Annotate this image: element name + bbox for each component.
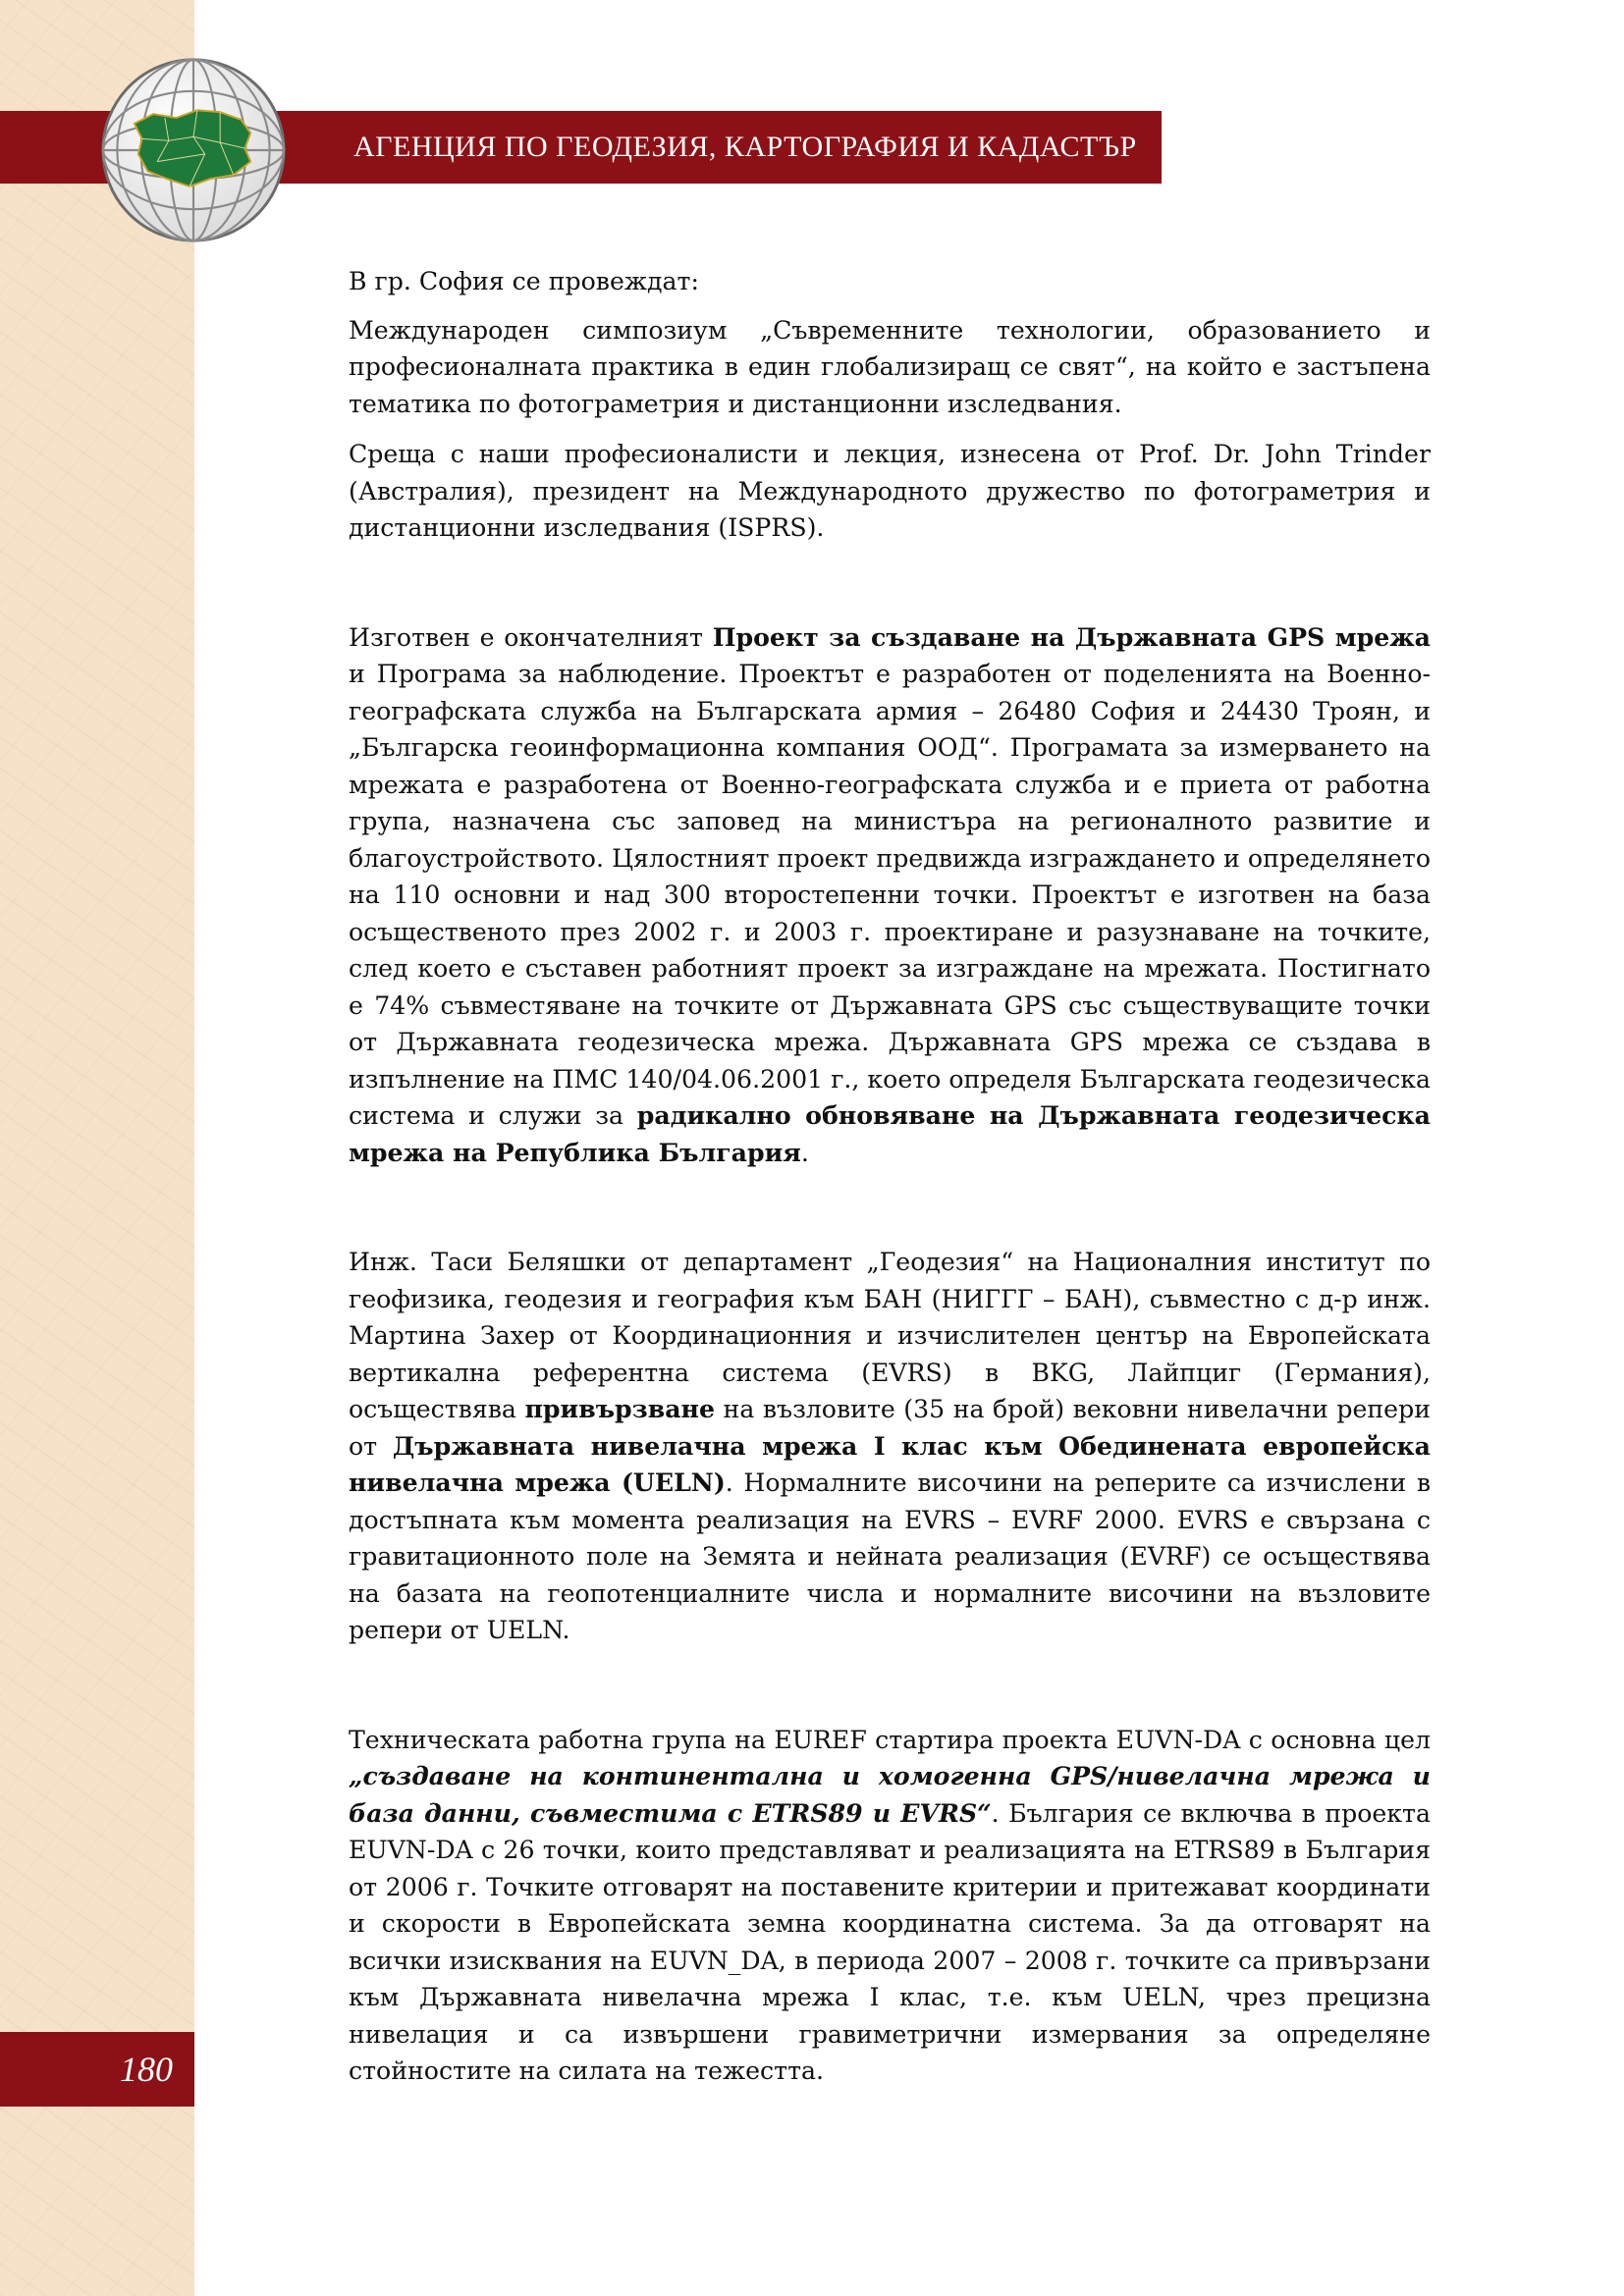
paragraph-gps-network (349, 619, 1431, 1172)
text-span: и Програма за наблюдение. Проектът е разработен от поделенията на Военно-географската служба на Българската армия – 26480 София и 24430 Троян, и „Българска геоинформационна компания ООД“. Програмата за измерването на мрежата е разработена от Военно-географската служба и е приета от работна група, назначена със заповед на министъра на регионалното развитие и благоустройството. Цялостният проект предвижда изграждането и определянето на 110 основни и над 300 второстепенни точки. Проектът е изготвен на база осъщественото през 2002 г. и 2003 г. проектиране и разузнаване на точките, след което е съставен работният проект за изграждане на мрежата. Постигнато е 74% съвместяване на точките от Държавната GPS със съществуващите точки от Държавната геодезическа мрежа. Държавната GPS мрежа се създава в изпълнение на ПМС 140/04.06.2001 г., което определя Българската геодезическа система и служи за (349, 660, 1431, 1130)
bold-span: привързване (524, 1394, 715, 1423)
paragraph-lecture: Среща с наши професионалисти и лекция, изнесена от Prof. Dr. John Trinder (Австралия), президент на Международното дружество по фотограметрия и дистанционни изследвания (ISPRS). (349, 440, 1431, 542)
text-span: . България се включва в проекта EUVN-DA с 26 точки, които представляват и реализацията на ETRS89 в България от 2006 г. Точките отговарят на поставените критерии и притежават координати и скорости в Европейската земна координатна система. За да отговарят на всички изисквания на EUVN_DA, в периода 2007 – 2008 г. точките са привързани към Държавната нивелачна мрежа I клас, т.е. към UELN, чрез прецизна нивелация и са извършени гравиметрични измервания за определяне стойностите на силата на тежестта. (349, 1798, 1431, 2085)
text-span: на възловите (35 на брой) вековни нивелачни репери от (349, 1395, 1431, 1461)
text-span: Инж. Таси Беляшки от департамент „Геодезия“ на Националния институт по геофизика, геодезия и география към БАН (НИГГГ – БАН), съвместно с д-р инж. Мартина Захер от Координационния и изчислителен център на Европейската вертикална референтна система (EVRS) в BKG, Лайпциг (Германия), осъществява (349, 1248, 1431, 1423)
page-number: 180 (120, 2050, 173, 2089)
text-span: Техническата работна група на EUREF стартира проекта EUVN-DA с основна цел (349, 1725, 1431, 1754)
paragraph-leveling-network (349, 1244, 1431, 1649)
bold-span: Проект за създаване на Държавната GPS мрежа (712, 621, 1431, 652)
header-title: АГЕНЦИЯ ПО ГЕОДЕЗИЯ, КАРТОГРАФИЯ И КАДАСТЪР (353, 131, 1137, 163)
bold-italic-span: „създаване на континентална и хомогенна GPS/нивелачна мрежа и база данни, съвместима с ETRS89 и EVRS“ (349, 1761, 1431, 1828)
text-span: . (800, 1138, 809, 1167)
page-number-box (0, 2032, 194, 2107)
text-span: Изготвен е окончателният (349, 622, 713, 652)
paragraph-symposium: Международен симпозиум „Съвременните технологии, образованието и професионалната практика в един глобализиращ се свят“, на който е застъпена тематика по фотограметрия и дистанционни изследвания. (349, 315, 1431, 418)
bold-span: Държавната нивелачна мрежа I клас към Обединената европейска нивелачна мрежа (UELN) (349, 1430, 1431, 1497)
bold-span: радикално обновяване на Държавната геодезическа мрежа на Република България (349, 1100, 1431, 1167)
page-body (349, 263, 1431, 2090)
decorative-margin-band (0, 0, 194, 2296)
paragraph-euvn-da (349, 1722, 1431, 2090)
globe-with-bulgaria-map-icon (98, 55, 289, 245)
paragraph-intro: В гр. София се провеждат: (349, 267, 699, 295)
text-span: . Нормалните височини на реперите са изчислени в достъпната към момента реализация на EVRS – EVRF 2000. EVRS е свързана с гравитационното поле на Земята и нейната реализация (EVRF) се осъществява на базата на геопотенциалните числа и нормалните височини на възловите репери от UELN. (349, 1468, 1431, 1644)
